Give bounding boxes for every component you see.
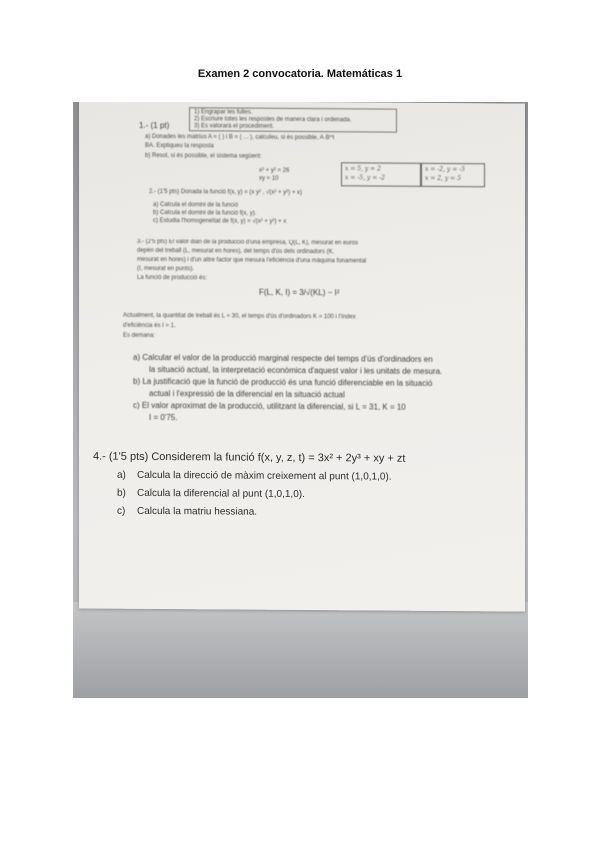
exam-sheet [79,102,525,612]
q3-part-c-line1: c) El valor aproximat de la producció, utilitzant la diferencial, si L = 31, K = 10 [133,400,406,412]
q1-system-eq1: x² + y² = 26 [259,167,290,174]
q3-part-c-line2: I = 0'75. [149,412,178,423]
q2-part-a: a) Calcula el domini de la funció [153,201,239,209]
instruction-2: 2) Escriure totes les respostes de manera clara i ordenada. [194,116,352,124]
q1-system-eq2: xy = 10 [259,175,279,182]
q4-part-a-label: a) [117,469,126,481]
exam-photo [73,102,528,698]
q1-answer-1: x = 5, y = 2 [345,165,381,173]
q3-line-8: Es demana: [123,332,156,339]
page-title: Examen 2 convocatoria. Matemáticas 1 [197,68,403,80]
q4-part-a-text: Calcula la direcció de màxim creixement al punt (1,0,1,0). [137,469,392,483]
q1-part-a: a) Donades les matrius A = ( ) i B = ( ... ), calculeu, si és possible, A·B^t [145,133,335,142]
q4-part-b-label: b) [117,487,126,499]
q1-heading: 1.- (1 pt) [139,120,170,131]
q1-answer-2: x = -5, y = -2 [345,174,385,182]
q4-part-c-text: Calcula la matriu hessiana. [137,505,258,518]
q3-heading: 3.- (2'5 pts) El valor diari de la producció d'una empresa, Q(L, K), mesurat en euros [137,238,359,247]
q3-line-5: La funció de producció és: [137,274,208,282]
q1-part-a-line2: BA. Expliqueu la resposta [145,142,214,150]
q1-answer-3: x = -2, y = -5 [425,165,465,174]
q4-part-b-text: Calcula la diferencial al punt (1,0,1,0). [137,487,305,501]
photo-background [73,602,528,698]
q1-part-b: b) Resol, si és possible, el sistema següent: [145,152,262,160]
q4-heading: 4.- (1'5 pts) Considerem la funció f(x, y, z, t) = 3x² + 2y³ + xy + zt [93,450,406,465]
q3-part-a-line2: la situació actual, la interpretació econòmica d'aquest valor i les unitats de mesura. [149,364,443,376]
q3-line-6: Actualment, la quantitat de treball és L = 30, el temps d'ús d'ordinadors K = 100 i l'índex [123,312,356,321]
q3-formula: F(L, K, I) = 3/√(KL) − I² [259,287,340,298]
q3-part-a-line1: a) Calcular el valor de la producció marginal respecte del temps d'ús d'ordinadors en [133,352,433,364]
q3-line-3: mesurat en hores) i d'un altre factor que mesura l'eficiència d'una màquina fonamental [137,256,367,265]
q2-part-b: b) Calcula el domini de la funció f(x, y). [153,209,257,217]
q3-part-b-line1: b) La justificació que la funció de producció és una funció diferenciable en la situació [133,376,433,388]
q3-line-7: d'eficiència és I = 1. [123,322,176,330]
instruction-1: 1) Engrapar les fulles. [194,109,253,116]
instructions-box [189,107,397,132]
q2-heading: 2.- (1'5 pts) Donada la funció f(x, y) = (x y² , √(x² + y²) + x) [149,188,302,196]
q3-line-4: (I, mesurat en punts). [137,265,195,273]
q1-handwritten-box-left [341,162,421,187]
q1-handwritten-box-right [421,163,485,187]
q3-line-2: depèn del treball (L, mesurat en hores), del temps d'ús dels ordinadors (K, [137,247,335,256]
q3-part-b-line2: actual i l'expressió de la diferencial en la situació actual [149,388,345,400]
q2-part-c: c) Estudia l'homogeneïtat de f(x, y) = √(x² + y²) + x [153,217,287,225]
instruction-3: 3) Es valorarà el procediment. [194,123,275,130]
q1-answer-4: x = 2, y = 5 [425,174,461,183]
q4-part-c-label: c) [117,505,126,517]
